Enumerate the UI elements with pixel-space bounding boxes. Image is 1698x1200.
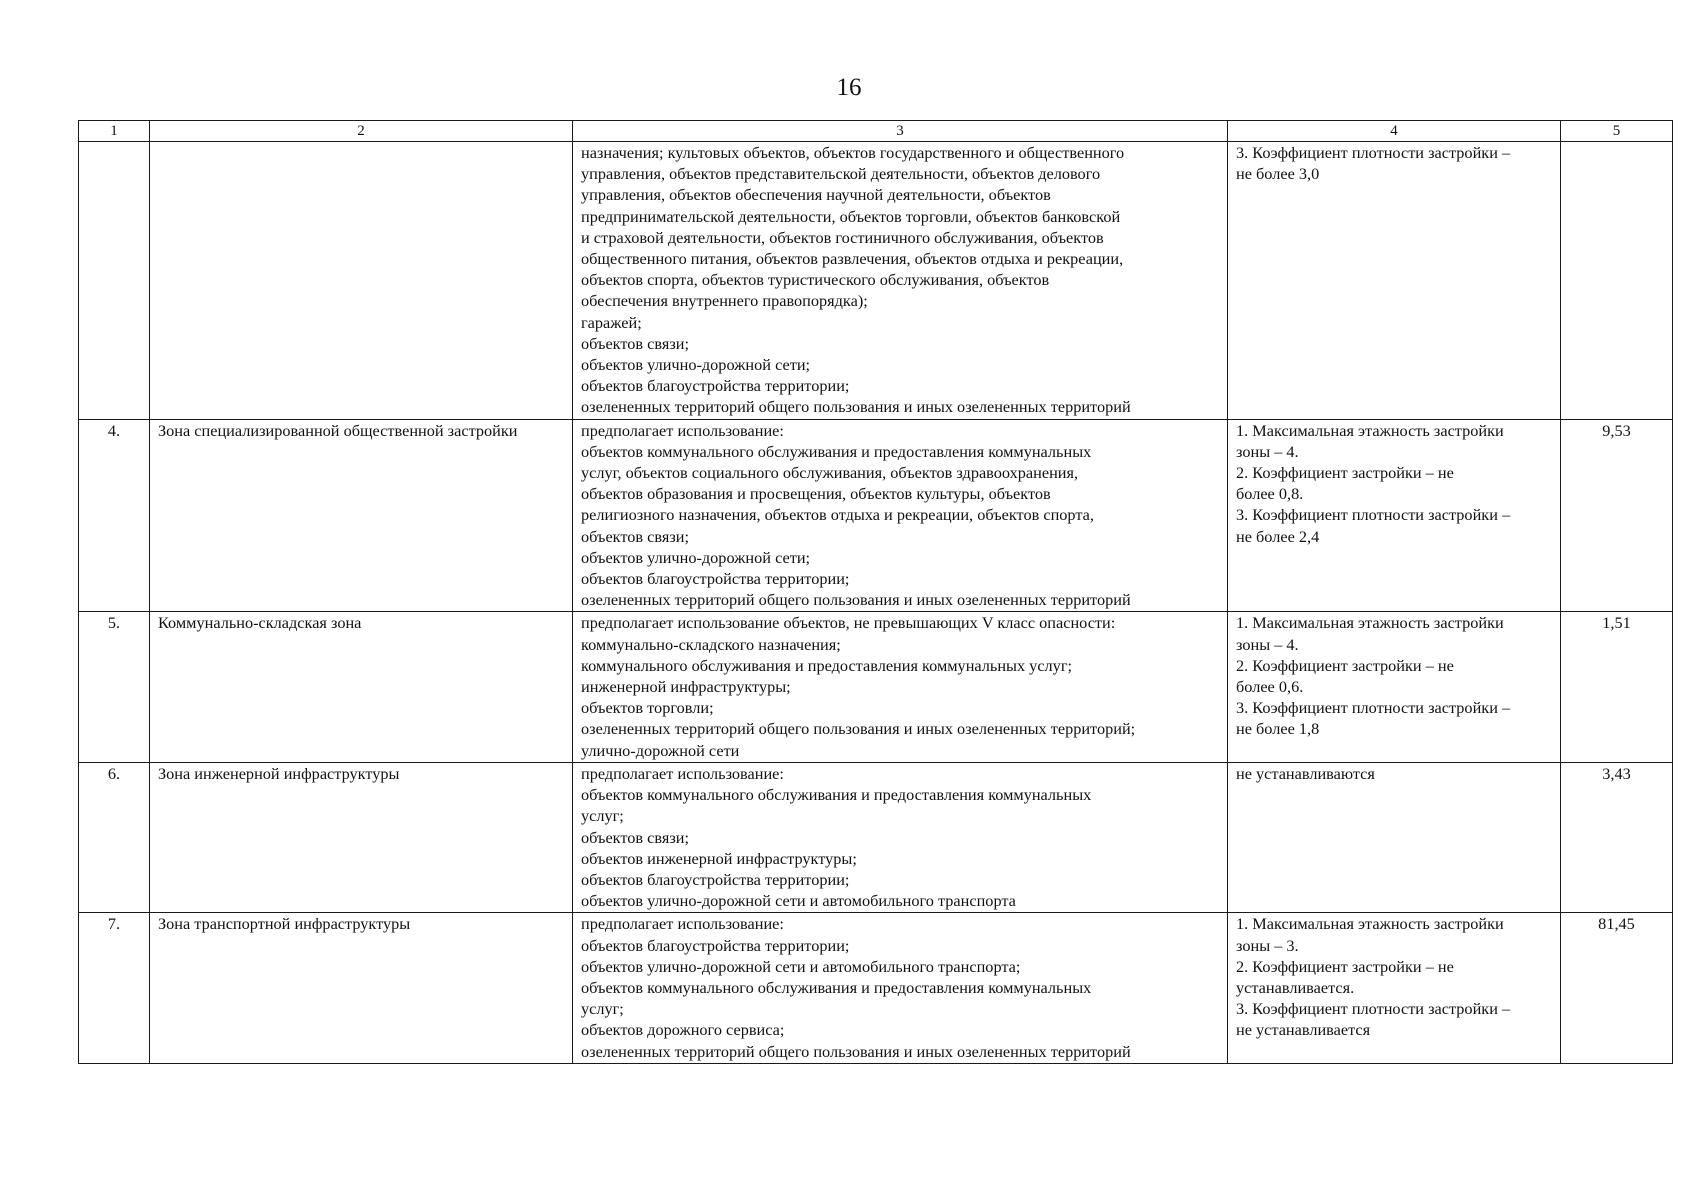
permitted-use-line: инженерной инфраструктуры;: [581, 677, 791, 697]
building-parameter-line: 1. Максимальная этажность застройки: [1236, 420, 1504, 440]
building-parameter-line: 3. Коэффициент плотности застройки –: [1236, 698, 1511, 718]
permitted-use-line: объектов спорта, объектов туристического обслуживания, объектов: [581, 270, 1050, 290]
permitted-use-line: озелененных территорий общего пользования и иных озелененных территорий: [581, 397, 1131, 417]
permitted-uses-cell: [573, 612, 1228, 762]
permitted-use-line: обеспечения внутреннего правопорядка);: [581, 291, 868, 311]
permitted-use-line: гаражей;: [581, 312, 642, 332]
building-parameter-line: устанавливается.: [1236, 977, 1355, 997]
permitted-use-line: объектов коммунального обслуживания и предоставления коммунальных: [581, 977, 1092, 997]
zone-name-cell: Коммунально-складская зона: [150, 612, 573, 762]
permitted-use-line: объектов связи;: [581, 827, 690, 847]
permitted-use-line: услуг, объектов социального обслуживания, объектов здравоохранения,: [581, 463, 1079, 483]
table-row: [79, 612, 1673, 762]
row-number-cell: 6.: [79, 762, 150, 912]
permitted-use-line: объектов благоустройства территории;: [581, 869, 850, 889]
zones-table: [78, 120, 1673, 1064]
area-value-cell: 81,45: [1561, 913, 1673, 1063]
permitted-use-line: объектов благоустройства территории;: [581, 569, 850, 589]
building-parameters-cell: [1228, 612, 1561, 762]
permitted-use-line: объектов торговли;: [581, 698, 714, 718]
permitted-use-line: объектов коммунального обслуживания и предоставления коммунальных: [581, 785, 1092, 805]
zone-name-cell: [150, 142, 573, 420]
table-row: [79, 419, 1673, 612]
permitted-use-line: предполагает использование объектов, не превышающих V класс опасности:: [581, 613, 1116, 633]
area-value-cell: [1561, 142, 1673, 420]
permitted-uses-cell: [573, 762, 1228, 912]
permitted-use-line: объектов образования и просвещения, объектов культуры, объектов: [581, 484, 1051, 504]
row-number-cell: [79, 142, 150, 420]
permitted-use-line: управления, объектов представительской деятельности, объектов делового: [581, 164, 1101, 184]
building-parameter-line: 2. Коэффициент застройки – не: [1236, 463, 1454, 483]
building-parameter-line: 2. Коэффициент застройки – не: [1236, 956, 1454, 976]
building-parameter-line: не устанавливаются: [1236, 763, 1375, 783]
table-row: [79, 142, 1673, 420]
zone-name-cell: Зона транспортной инфраструктуры: [150, 913, 573, 1063]
building-parameters-cell: [1228, 913, 1561, 1063]
building-parameter-line: более 0,8.: [1236, 484, 1304, 504]
permitted-use-line: объектов коммунального обслуживания и предоставления коммунальных: [581, 441, 1092, 461]
permitted-use-line: улично-дорожной сети: [581, 740, 740, 760]
building-parameter-line: зоны – 3.: [1236, 935, 1299, 955]
header-cell-2: 2: [150, 121, 573, 142]
permitted-use-line: общественного питания, объектов развлечения, объектов отдыха и рекреации,: [581, 249, 1124, 269]
building-parameters-cell: [1228, 419, 1561, 612]
permitted-use-line: объектов благоустройства территории;: [581, 376, 850, 396]
header-cell-4: 4: [1228, 121, 1561, 142]
permitted-use-line: услуг;: [581, 999, 624, 1019]
zone-name-cell: Зона инженерной инфраструктуры: [150, 762, 573, 912]
table-row: [79, 762, 1673, 912]
area-value-cell: 3,43: [1561, 762, 1673, 912]
permitted-use-line: объектов инженерной инфраструктуры;: [581, 848, 857, 868]
area-value-cell: 9,53: [1561, 419, 1673, 612]
permitted-use-line: коммунального обслуживания и предоставления коммунальных услуг;: [581, 655, 1073, 675]
building-parameter-line: 2. Коэффициент застройки – не: [1236, 655, 1454, 675]
header-cell-3: 3: [573, 121, 1228, 142]
building-parameter-line: не более 2,4: [1236, 526, 1320, 546]
permitted-uses-cell: [573, 419, 1228, 612]
permitted-use-line: озелененных территорий общего пользования и иных озелененных территорий: [581, 1041, 1131, 1061]
row-number-cell: 7.: [79, 913, 150, 1063]
permitted-use-line: коммунально-складского назначения;: [581, 634, 841, 654]
permitted-use-line: услуг;: [581, 806, 624, 826]
header-cell-1: 1: [79, 121, 150, 142]
permitted-use-line: объектов улично-дорожной сети;: [581, 547, 811, 567]
permitted-use-line: управления, объектов обеспечения научной деятельности, объектов: [581, 185, 1051, 205]
building-parameter-line: 3. Коэффициент плотности застройки –: [1236, 999, 1511, 1019]
permitted-use-line: и страховой деятельности, объектов гостиничного обслуживания, объектов: [581, 227, 1104, 247]
permitted-use-line: объектов улично-дорожной сети и автомобильного транспорта: [581, 891, 1016, 911]
building-parameter-line: 1. Максимальная этажность застройки: [1236, 613, 1504, 633]
permitted-use-line: предполагает использование:: [581, 420, 784, 440]
permitted-use-line: объектов связи;: [581, 526, 690, 546]
permitted-use-line: объектов дорожного сервиса;: [581, 1020, 785, 1040]
building-parameter-line: не устанавливается: [1236, 1020, 1371, 1040]
building-parameter-line: 1. Максимальная этажность застройки: [1236, 914, 1504, 934]
permitted-use-line: объектов благоустройства территории;: [581, 935, 850, 955]
area-value-cell: 1,51: [1561, 612, 1673, 762]
building-parameter-line: не более 3,0: [1236, 164, 1320, 184]
permitted-use-line: предполагает использование:: [581, 763, 784, 783]
header-cell-5: 5: [1561, 121, 1673, 142]
permitted-use-line: озелененных территорий общего пользования и иных озелененных территорий: [581, 590, 1131, 610]
permitted-uses-cell: [573, 913, 1228, 1063]
permitted-use-line: озелененных территорий общего пользования и иных озелененных территорий;: [581, 719, 1136, 739]
zone-name-cell: Зона специализированной общественной застройки: [150, 419, 573, 612]
permitted-use-line: предпринимательской деятельности, объектов торговли, объектов банковской: [581, 206, 1121, 226]
building-parameters-cell: [1228, 142, 1561, 420]
permitted-use-line: религиозного назначения, объектов отдыха и рекреации, объектов спорта,: [581, 505, 1094, 525]
building-parameters-cell: [1228, 762, 1561, 912]
building-parameter-line: зоны – 4.: [1236, 634, 1299, 654]
building-parameter-line: 3. Коэффициент плотности застройки –: [1236, 505, 1511, 525]
permitted-use-line: объектов связи;: [581, 333, 690, 353]
permitted-use-line: предполагает использование:: [581, 914, 784, 934]
table-header-row: [79, 121, 1673, 142]
permitted-use-line: объектов улично-дорожной сети и автомобильного транспорта;: [581, 956, 1021, 976]
building-parameter-line: более 0,6.: [1236, 677, 1304, 697]
page-number: 16: [836, 74, 862, 101]
table-row: [79, 913, 1673, 1063]
building-parameter-line: 3. Коэффициент плотности застройки –: [1236, 143, 1511, 162]
permitted-use-line: назначения; культовых объектов, объектов государственного и общественного: [581, 143, 1125, 162]
row-number-cell: 5.: [79, 612, 150, 762]
row-number-cell: 4.: [79, 419, 150, 612]
permitted-use-line: объектов улично-дорожной сети;: [581, 355, 811, 375]
permitted-uses-cell: [573, 142, 1228, 420]
building-parameter-line: не более 1,8: [1236, 719, 1320, 739]
building-parameter-line: зоны – 4.: [1236, 441, 1299, 461]
